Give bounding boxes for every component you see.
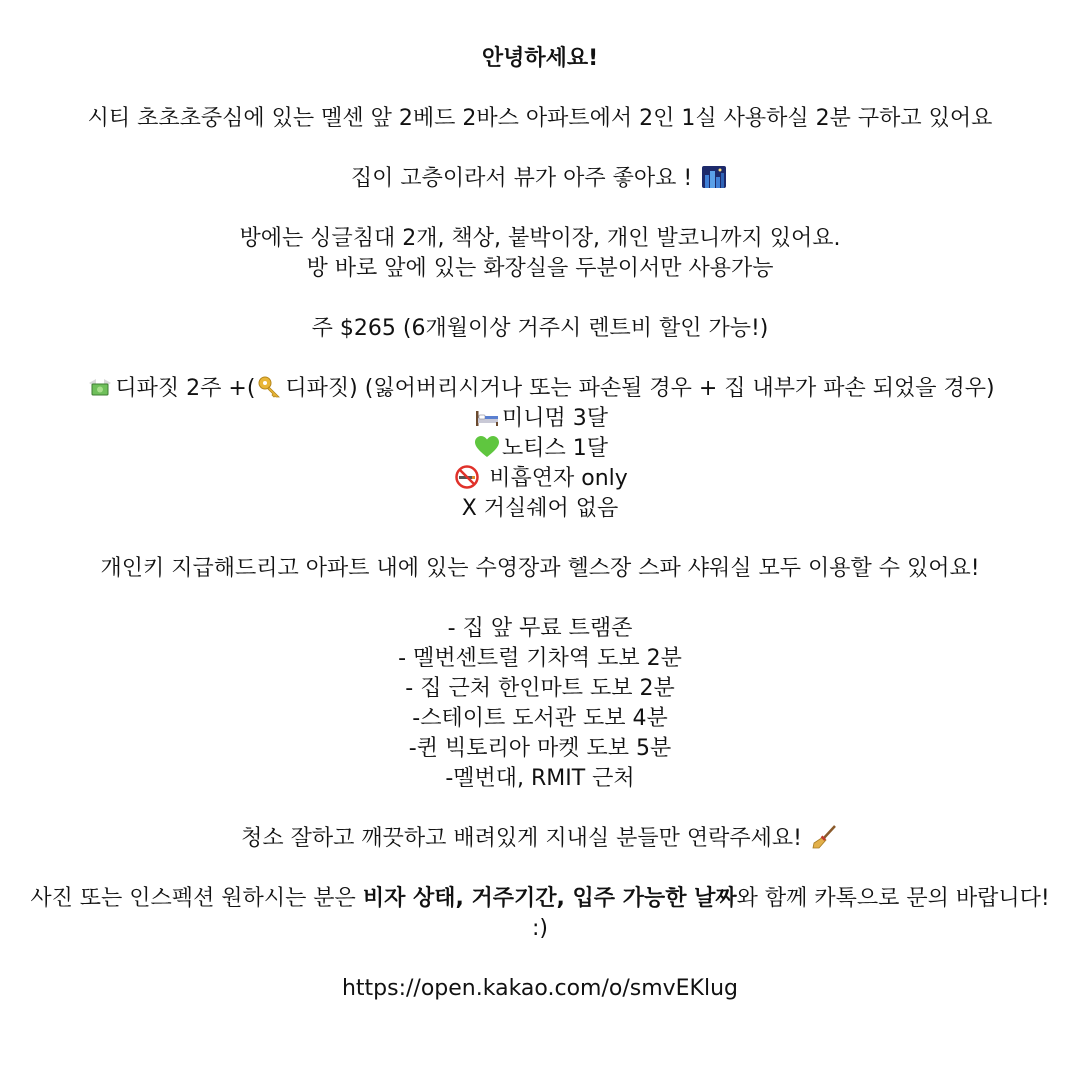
listing-post xyxy=(0,44,1080,1004)
location-item: -퀸 빅토리아 마켓 도보 5분 xyxy=(408,736,672,761)
non-smoker-line xyxy=(0,464,1080,494)
cleanliness-line xyxy=(0,824,1080,854)
intro-text: 시티 초초초중심에 있는 멜센 앞 2베드 2바스 아파트에서 2인 1실 사용하실 2분 구하고 있어요 xyxy=(87,106,993,131)
money-wings-icon xyxy=(87,375,113,399)
deposit-text-part1: 디파짓 2주 +( xyxy=(115,376,256,401)
deposit-text-part2: 디파짓) (잃어버리시거나 또는 파손될 경우 + 집 내부가 파손 되었을 경우) xyxy=(285,376,995,401)
contact-instructions xyxy=(0,884,1080,944)
location-item: - 멜번센트럴 기차역 도보 2분 xyxy=(398,646,682,671)
view-text: 집이 고층이라서 뷰가 아주 좋아요 ! xyxy=(350,166,693,191)
location-item: - 집 앞 무료 트램존 xyxy=(447,616,633,641)
green-heart-icon xyxy=(474,435,500,459)
minimum-stay-line xyxy=(0,404,1080,434)
minimum-stay-text: 미니멈 3달 xyxy=(502,406,608,431)
bed-icon xyxy=(474,405,500,429)
no-share-text: X 거실쉐어 없음 xyxy=(461,496,619,521)
non-smoker-text: 비흡연자 only xyxy=(482,466,628,491)
location-item: -멜번대, RMIT 근처 xyxy=(445,766,635,791)
price-text: 주 $265 (6개월이상 거주시 렌트비 할인 가능!) xyxy=(311,316,769,341)
notice-line xyxy=(0,434,1080,464)
contact-prefix: 사진 또는 인스펙션 원하시는 분은 xyxy=(30,886,363,911)
contact-required-info: 비자 상태, 거주기간, 입주 가능한 날짜 xyxy=(362,886,737,911)
room-description-2: 방 바로 앞에 있는 화장실을 두분이서만 사용가능 xyxy=(306,256,774,281)
notice-text: 노티스 1달 xyxy=(502,436,608,461)
contact-suffix: 와 함께 카톡으로 문의 바랍니다! :) xyxy=(532,886,1050,941)
room-description-1: 방에는 싱글침대 2개, 책상, 붙박이장, 개인 발코니까지 있어요. xyxy=(239,226,841,251)
broom-icon xyxy=(811,825,837,849)
amenities-text: 개인키 지급해드리고 아파트 내에 있는 수영장과 헬스장 스파 샤워실 모두 이용할 수 있어요! xyxy=(100,556,980,581)
deposit-line xyxy=(0,374,1080,404)
no-smoking-icon xyxy=(454,465,480,489)
view-line xyxy=(0,164,1080,194)
city-night-icon xyxy=(701,165,727,189)
location-item: -스테이트 도서관 도보 4분 xyxy=(412,706,668,731)
greeting-title: 안녕하세요! xyxy=(481,46,599,71)
location-item: - 집 근처 한인마트 도보 2분 xyxy=(405,676,675,701)
kakao-open-chat-link[interactable]: https://open.kakao.com/o/smvEKlug xyxy=(341,976,739,1001)
key-icon xyxy=(257,375,283,399)
cleanliness-text: 청소 잘하고 깨끗하고 배려있게 지내실 분들만 연락주세요! xyxy=(241,826,802,851)
